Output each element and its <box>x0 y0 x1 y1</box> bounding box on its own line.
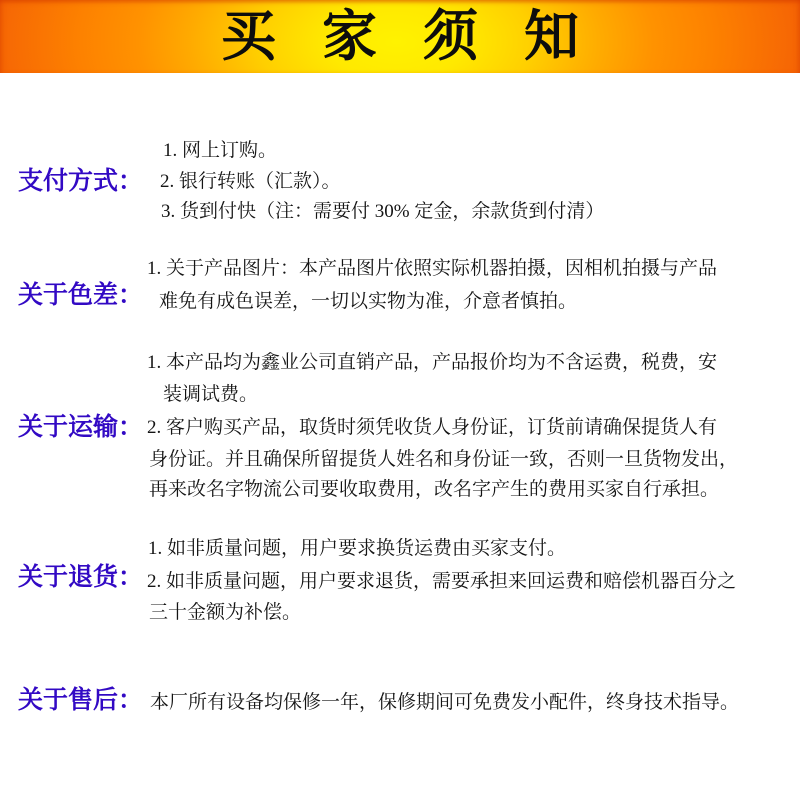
color-difference-line-2: 难免有成色误差，一切以实物为准，介意者慎拍。 <box>159 291 578 312</box>
shipping-line-5: 再来改名字物流公司要收取费用，改名字产生的费用买家自行承担。 <box>149 479 720 500</box>
returns-line-2: 2. 如非质量问题，用户要求退货，需要承担来回运费和赔偿机器百分之 <box>147 571 737 592</box>
payment-item-3: 3. 货到付快（注：需要付 30% 定金，余款货到付清） <box>161 201 605 222</box>
header-banner <box>0 0 800 73</box>
returns-line-3: 三十金额为补偿。 <box>149 602 302 623</box>
shipping-line-1: 1. 本产品均为鑫业公司直销产品，产品报价均为不含运费，税费，安 <box>147 352 718 373</box>
color-difference-line-1: 1. 关于产品图片：本产品图片依照实际机器拍摄，因相机拍摄与产品 <box>147 258 718 279</box>
section-label-after-sales: 关于售后： <box>18 686 144 714</box>
payment-item-1: 1. 网上订购。 <box>163 140 278 161</box>
section-label-returns: 关于退货： <box>18 563 144 591</box>
after-sales-line-1: 本厂所有设备均保修一年，保修期间可免费发小配件，终身技术指导。 <box>150 692 740 713</box>
shipping-line-2: 装调试费。 <box>163 384 259 405</box>
returns-line-1: 1. 如非质量问题，用户要求换货运费由买家支付。 <box>148 538 567 559</box>
section-label-payment: 支付方式： <box>18 167 144 195</box>
page-title: 买家须知 <box>220 5 625 67</box>
section-label-color-difference: 关于色差： <box>18 281 144 309</box>
payment-item-2: 2. 银行转账（汇款）。 <box>160 171 341 192</box>
shipping-line-3: 2. 客户购买产品，取货时须凭收货人身份证，订货前请确保提货人有 <box>147 417 718 438</box>
shipping-line-4: 身份证。并且确保所留提货人姓名和身份证一致，否则一旦货物发出， <box>149 449 739 470</box>
section-label-shipping: 关于运输： <box>18 413 144 441</box>
